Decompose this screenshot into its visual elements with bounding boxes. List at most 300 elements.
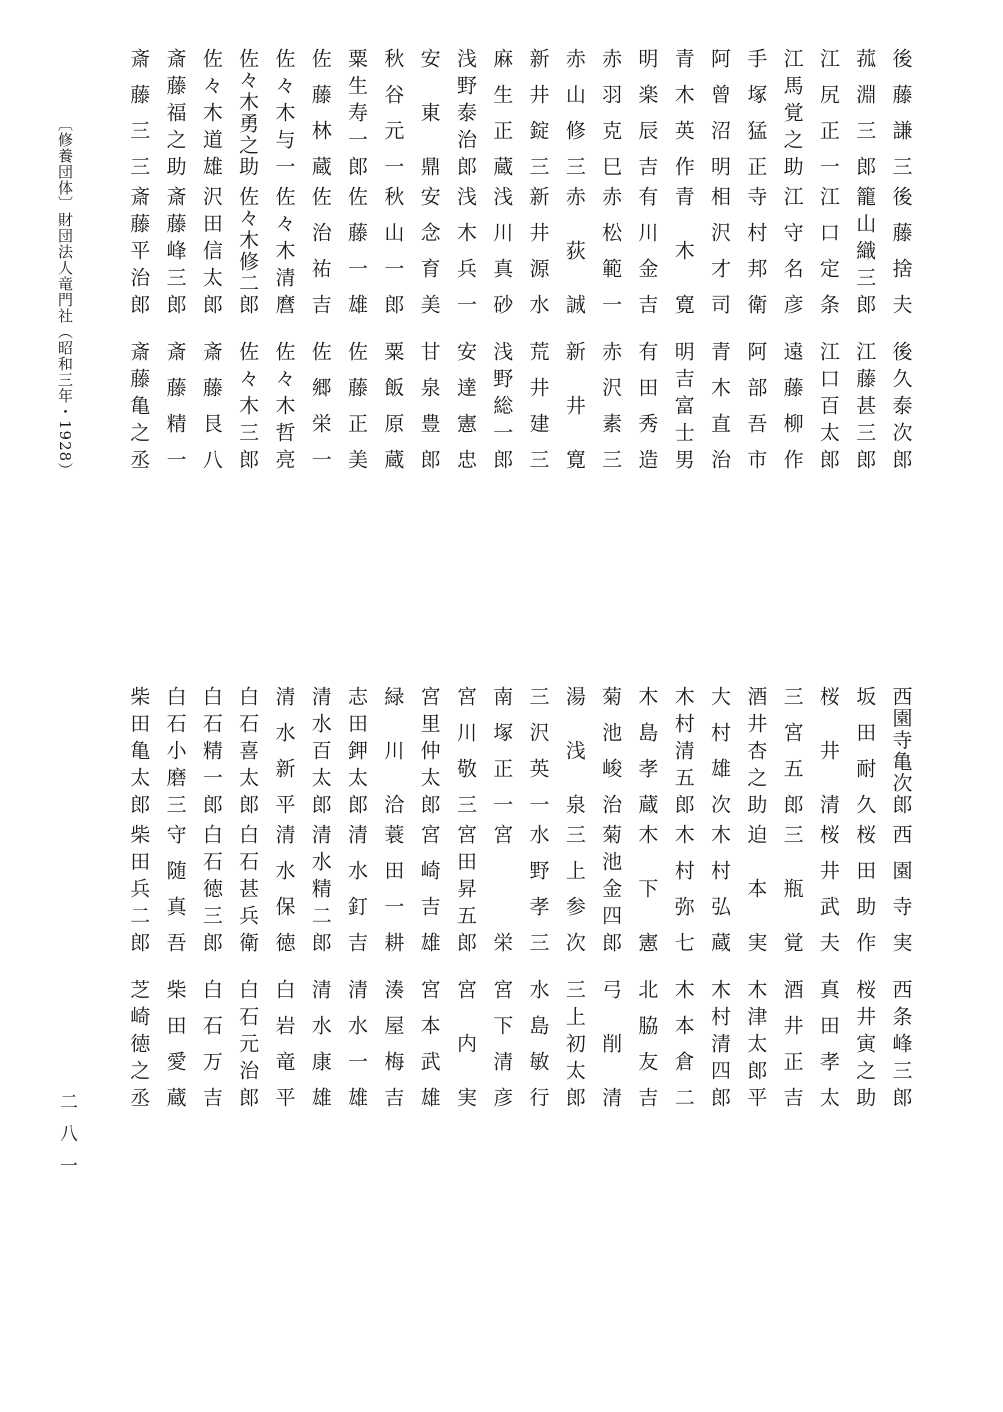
- member-name: 新井寛: [562, 341, 587, 469]
- name-cell: [266, 979, 302, 1131]
- name-column: [229, 686, 265, 1131]
- name-cell: [846, 979, 882, 1131]
- name-cell: [375, 48, 411, 186]
- member-name: 秋谷元一: [380, 48, 405, 176]
- member-name: 菊池峻治: [598, 686, 623, 814]
- member-name: 赤松範一: [598, 186, 623, 314]
- name-cell: [375, 824, 411, 979]
- member-name: 白石小磨三: [163, 686, 188, 814]
- name-cell: [193, 341, 229, 493]
- name-cell: [157, 186, 193, 341]
- name-cell: [738, 824, 774, 979]
- name-cell: [592, 341, 628, 493]
- member-name: 宮崎吉雄: [417, 824, 442, 952]
- name-column: [556, 48, 592, 493]
- category-label: 〔修養団体〕: [56, 116, 74, 212]
- member-name: 青木英作: [671, 48, 696, 176]
- member-name: 粟生寿一郎: [344, 48, 369, 176]
- member-name: 真田孝太: [816, 979, 841, 1107]
- name-cell: [266, 341, 302, 493]
- member-name: 江守名彦: [780, 186, 805, 314]
- name-cell: [701, 824, 737, 979]
- name-cell: [701, 979, 737, 1131]
- name-cell: [411, 341, 447, 493]
- member-name: 手塚猛正: [743, 48, 768, 176]
- member-name: 浅木兵一: [453, 186, 478, 314]
- member-name: 水島敏行: [526, 979, 551, 1107]
- name-cell: [338, 186, 374, 341]
- member-name: 佐々木勇之助: [235, 48, 260, 176]
- name-cell: [629, 824, 665, 979]
- name-cell: [738, 48, 774, 186]
- name-cell: [738, 686, 774, 824]
- name-cell: [157, 686, 193, 824]
- name-cell: [338, 979, 374, 1131]
- member-name: 後久泰次郎: [889, 341, 913, 469]
- member-name: 柴田亀太郎: [126, 686, 151, 814]
- name-cell: [229, 48, 265, 186]
- name-cell: [629, 48, 665, 186]
- name-column: [810, 48, 846, 493]
- member-name: 酒井杏之助: [743, 686, 768, 814]
- name-cell: [266, 686, 302, 824]
- name-cell: [120, 341, 156, 493]
- name-cell: [592, 48, 628, 186]
- name-cell: [846, 341, 882, 493]
- member-name: 三宮五郎: [780, 686, 805, 814]
- member-name: 新井源水: [526, 186, 551, 314]
- name-column: [375, 686, 411, 1131]
- name-cell: [302, 341, 338, 493]
- name-cell: [302, 824, 338, 979]
- member-name: 青木寛: [671, 186, 696, 314]
- member-name: 白石元治郎: [235, 979, 260, 1107]
- member-name: 江尻正一: [816, 48, 841, 176]
- member-name: 白石喜太郎: [235, 686, 260, 814]
- name-column: [810, 686, 846, 1131]
- name-cell: [701, 48, 737, 186]
- name-cell: [120, 824, 156, 979]
- member-name: 赤山修三: [562, 48, 587, 176]
- member-name: 佐々木哲亮: [271, 341, 296, 469]
- member-name: 西園寺亀次郎: [889, 686, 913, 814]
- name-column: [629, 48, 665, 493]
- member-name: 蓑田一耕: [380, 824, 405, 952]
- member-name: 木村清四郎: [707, 979, 732, 1107]
- member-name: 西条峰三郎: [889, 979, 913, 1107]
- name-column: [520, 48, 556, 493]
- member-name: 南塚正一: [489, 686, 514, 814]
- name-cell: [883, 824, 919, 979]
- member-name: 守随真吾: [163, 824, 188, 952]
- member-name: 赤荻誠: [562, 186, 587, 314]
- member-name: 桜井寅之助: [852, 979, 877, 1107]
- member-name: 斎藤峰三郎: [163, 186, 188, 314]
- name-cell: [592, 186, 628, 341]
- name-cell: [556, 979, 592, 1131]
- member-name: 桜井清: [816, 686, 841, 814]
- name-cell: [665, 686, 701, 824]
- member-name: 坂田耐久: [852, 686, 877, 814]
- name-column: [738, 686, 774, 1131]
- member-name: 木村弘蔵: [707, 824, 732, 952]
- name-list-bottom: [120, 686, 919, 1131]
- member-name: 清水新平: [271, 686, 296, 814]
- name-cell: [483, 48, 519, 186]
- name-column: [483, 48, 519, 493]
- name-column: [120, 48, 156, 493]
- member-name: 安念育美: [417, 186, 442, 314]
- name-cell: [447, 686, 483, 824]
- name-column: [629, 686, 665, 1131]
- name-cell: [302, 979, 338, 1131]
- member-name: 迫本実: [743, 824, 768, 952]
- name-cell: [411, 979, 447, 1131]
- member-name: 荒井建三: [526, 341, 551, 469]
- name-cell: [774, 686, 810, 824]
- member-name: 木島孝蔵: [634, 686, 659, 814]
- member-name: 明楽辰吉: [634, 48, 659, 176]
- name-cell: [447, 341, 483, 493]
- name-cell: [447, 48, 483, 186]
- name-column: [483, 686, 519, 1131]
- member-name: 沢田信太郎: [199, 186, 224, 314]
- member-name: 後藤捨夫: [889, 186, 913, 314]
- name-cell: [483, 824, 519, 979]
- name-cell: [810, 824, 846, 979]
- name-cell: [810, 341, 846, 493]
- name-cell: [266, 824, 302, 979]
- name-cell: [483, 686, 519, 824]
- member-name: 佐々木清麿: [271, 186, 296, 314]
- member-name: 安東鼎: [417, 48, 442, 176]
- member-name: 斎藤亀之丞: [126, 341, 151, 469]
- name-cell: [592, 979, 628, 1131]
- member-name: 清水百太郎: [308, 686, 333, 814]
- member-name: 白石甚兵衛: [235, 824, 260, 952]
- member-name: 斎藤三三: [126, 48, 151, 176]
- name-cell: [701, 341, 737, 493]
- member-name: 柴田愛蔵: [163, 979, 188, 1107]
- name-column: [193, 686, 229, 1131]
- name-cell: [338, 48, 374, 186]
- name-cell: [738, 979, 774, 1131]
- name-column: [883, 686, 919, 1131]
- name-cell: [883, 979, 919, 1131]
- name-cell: [774, 341, 810, 493]
- name-cell: [229, 341, 265, 493]
- name-cell: [193, 686, 229, 824]
- name-column: [157, 686, 193, 1131]
- member-name: 佐郷栄一: [308, 341, 333, 469]
- name-column: [846, 686, 882, 1131]
- name-cell: [483, 979, 519, 1131]
- member-name: 浅野泰治郎: [453, 48, 478, 176]
- name-cell: [774, 48, 810, 186]
- name-column: [447, 686, 483, 1131]
- member-name: 三沢英一: [526, 686, 551, 814]
- era-label: （昭和三年・1928）: [56, 324, 74, 479]
- name-cell: [774, 824, 810, 979]
- name-cell: [266, 186, 302, 341]
- name-cell: [520, 979, 556, 1131]
- member-name: 寺村邦衛: [743, 186, 768, 314]
- name-cell: [157, 824, 193, 979]
- member-name: 甘泉豊郎: [417, 341, 442, 469]
- member-name: 麻生正蔵: [489, 48, 514, 176]
- member-name: 桜田助作: [852, 824, 877, 952]
- name-cell: [520, 824, 556, 979]
- name-cell: [411, 186, 447, 341]
- name-cell: [302, 186, 338, 341]
- name-column: [338, 686, 374, 1131]
- member-name: 木村清五郎: [671, 686, 696, 814]
- member-name: 菰淵三郎: [852, 48, 877, 176]
- name-column: [665, 48, 701, 493]
- name-column: [447, 48, 483, 493]
- name-cell: [338, 341, 374, 493]
- name-cell: [556, 824, 592, 979]
- member-name: 清水釘吉: [344, 824, 369, 952]
- name-column: [266, 686, 302, 1131]
- name-cell: [229, 686, 265, 824]
- member-name: 白石徳三郎: [199, 824, 224, 952]
- member-name: 三上参次: [562, 824, 587, 952]
- name-cell: [375, 186, 411, 341]
- name-column: [375, 48, 411, 493]
- member-name: 宮川敬三: [453, 686, 478, 814]
- name-cell: [447, 979, 483, 1131]
- member-name: 佐藤林蔵: [308, 48, 333, 176]
- name-cell: [629, 686, 665, 824]
- member-name: 緑川洽: [380, 686, 405, 814]
- member-name: 宮内実: [453, 979, 478, 1107]
- name-cell: [338, 824, 374, 979]
- member-name: 粟飯原蔵: [380, 341, 405, 469]
- name-cell: [120, 686, 156, 824]
- member-name: 清水一雄: [344, 979, 369, 1107]
- member-name: 赤羽克巳: [598, 48, 623, 176]
- member-name: 遠藤柳作: [780, 341, 805, 469]
- member-name: 佐々木道雄: [199, 48, 224, 176]
- name-cell: [157, 979, 193, 1131]
- name-cell: [846, 686, 882, 824]
- name-cell: [629, 341, 665, 493]
- name-cell: [810, 686, 846, 824]
- member-name: 浅野総一郎: [489, 341, 514, 469]
- member-name: 江口百太郎: [816, 341, 841, 469]
- name-cell: [738, 186, 774, 341]
- name-cell: [338, 686, 374, 824]
- name-cell: [592, 686, 628, 824]
- name-cell: [520, 48, 556, 186]
- name-cell: [483, 186, 519, 341]
- name-column: [193, 48, 229, 493]
- member-name: 清水精二郎: [308, 824, 333, 952]
- member-name: 佐々木与一: [271, 48, 296, 176]
- member-name: 志田鉀太郎: [344, 686, 369, 814]
- name-column: [302, 686, 338, 1131]
- name-column: [338, 48, 374, 493]
- member-name: 有川金吉: [634, 186, 659, 314]
- member-name: 白石精一郎: [199, 686, 224, 814]
- member-name: 江藤甚三郎: [852, 341, 877, 469]
- name-column: [120, 686, 156, 1131]
- name-cell: [629, 979, 665, 1131]
- member-name: 木本倉二: [671, 979, 696, 1107]
- name-cell: [883, 686, 919, 824]
- member-name: 宮里仲太郎: [417, 686, 442, 814]
- name-cell: [665, 48, 701, 186]
- name-cell: [157, 48, 193, 186]
- member-name: 有田秀造: [634, 341, 659, 469]
- member-name: 大村雄次: [707, 686, 732, 814]
- member-name: 宮田昇五郎: [453, 824, 478, 952]
- name-cell: [302, 686, 338, 824]
- name-cell: [774, 979, 810, 1131]
- name-cell: [846, 824, 882, 979]
- page-number: 二八一: [57, 1092, 78, 1188]
- member-name: 江口定条: [816, 186, 841, 314]
- name-cell: [120, 979, 156, 1131]
- name-column: [738, 48, 774, 493]
- name-cell: [520, 186, 556, 341]
- member-name: 佐藤一雄: [344, 186, 369, 314]
- name-cell: [592, 824, 628, 979]
- member-name: 阿曾沼明: [707, 48, 732, 176]
- member-name: 明吉富士男: [671, 341, 696, 469]
- name-cell: [665, 341, 701, 493]
- member-name: 桜井武夫: [816, 824, 841, 952]
- member-name: 湊屋梅吉: [380, 979, 405, 1107]
- name-column: [157, 48, 193, 493]
- name-column: [411, 48, 447, 493]
- member-name: 佐治祐吉: [308, 186, 333, 314]
- name-cell: [120, 186, 156, 341]
- member-name: 赤沢素三: [598, 341, 623, 469]
- member-name: 清水保徳: [271, 824, 296, 952]
- name-cell: [701, 186, 737, 341]
- name-column: [846, 48, 882, 493]
- member-name: 白岩竜平: [271, 979, 296, 1107]
- name-cell: [665, 186, 701, 341]
- name-cell: [738, 341, 774, 493]
- name-cell: [520, 341, 556, 493]
- member-name: 斎藤平治郎: [126, 186, 151, 314]
- name-column: [774, 48, 810, 493]
- name-cell: [375, 979, 411, 1131]
- name-cell: [883, 341, 919, 493]
- name-cell: [193, 824, 229, 979]
- member-name: 秋山一郎: [380, 186, 405, 314]
- member-name: 阿部吾市: [743, 341, 768, 469]
- name-column: [411, 686, 447, 1131]
- member-name: 籠山織三郎: [852, 186, 877, 314]
- member-name: 新井錠三: [526, 48, 551, 176]
- member-name: 弓削清: [598, 979, 623, 1107]
- name-column: [520, 686, 556, 1131]
- member-name: 浅川真砂: [489, 186, 514, 314]
- member-name: 芝崎徳之丞: [126, 979, 151, 1107]
- member-name: 水野孝三: [526, 824, 551, 952]
- name-cell: [375, 341, 411, 493]
- member-name: 柴田兵二郎: [126, 824, 151, 952]
- name-column: [266, 48, 302, 493]
- member-name: 酒井正吉: [780, 979, 805, 1107]
- name-column: [556, 686, 592, 1131]
- name-column: [701, 48, 737, 493]
- member-name: 佐々木修二郎: [235, 186, 260, 314]
- member-name: 木下憲: [634, 824, 659, 952]
- name-column: [592, 48, 628, 493]
- member-name: 清水康雄: [308, 979, 333, 1107]
- name-column: [229, 48, 265, 493]
- name-column: [774, 686, 810, 1131]
- name-cell: [883, 186, 919, 341]
- member-name: 湯浅泉: [562, 686, 587, 814]
- name-column: [883, 48, 919, 493]
- member-name: 木村弥七: [671, 824, 696, 952]
- name-cell: [447, 824, 483, 979]
- name-cell: [229, 824, 265, 979]
- name-cell: [846, 48, 882, 186]
- member-name: 三瓶覚: [780, 824, 805, 952]
- name-cell: [701, 686, 737, 824]
- name-cell: [411, 48, 447, 186]
- member-name: 佐藤正美: [344, 341, 369, 469]
- name-cell: [229, 186, 265, 341]
- member-name: 白石万吉: [199, 979, 224, 1107]
- member-name: 江馬覚之助: [780, 48, 805, 176]
- member-name: 後藤謙三: [889, 48, 913, 176]
- name-cell: [375, 686, 411, 824]
- name-cell: [229, 979, 265, 1131]
- member-name: 宮本武雄: [417, 979, 442, 1107]
- member-name: 斎藤福之助: [163, 48, 188, 176]
- name-list-top: [120, 48, 919, 493]
- member-name: 西園寺実: [889, 824, 913, 952]
- name-cell: [810, 186, 846, 341]
- organization-label: 財団法人竜門社: [56, 212, 74, 324]
- name-cell: [193, 186, 229, 341]
- name-cell: [665, 979, 701, 1131]
- member-name: 相沢才司: [707, 186, 732, 314]
- name-cell: [193, 48, 229, 186]
- member-name: 青木直治: [707, 341, 732, 469]
- member-name: 菊池金四郎: [598, 824, 623, 952]
- name-cell: [157, 341, 193, 493]
- name-cell: [556, 686, 592, 824]
- name-cell: [556, 341, 592, 493]
- name-column: [701, 686, 737, 1131]
- name-cell: [520, 686, 556, 824]
- member-name: 斎藤精一: [163, 341, 188, 469]
- member-name: 木津太郎平: [743, 979, 768, 1107]
- source-caption: [52, 116, 78, 536]
- member-name: 宮栄: [489, 824, 514, 952]
- name-cell: [483, 341, 519, 493]
- name-column: [302, 48, 338, 493]
- name-cell: [556, 186, 592, 341]
- name-cell: [774, 186, 810, 341]
- member-name: 北脇友吉: [634, 979, 659, 1107]
- name-cell: [120, 48, 156, 186]
- name-cell: [411, 824, 447, 979]
- member-name: 三上初太郎: [562, 979, 587, 1107]
- name-cell: [302, 48, 338, 186]
- name-cell: [810, 979, 846, 1131]
- member-name: 佐々木三郎: [235, 341, 260, 469]
